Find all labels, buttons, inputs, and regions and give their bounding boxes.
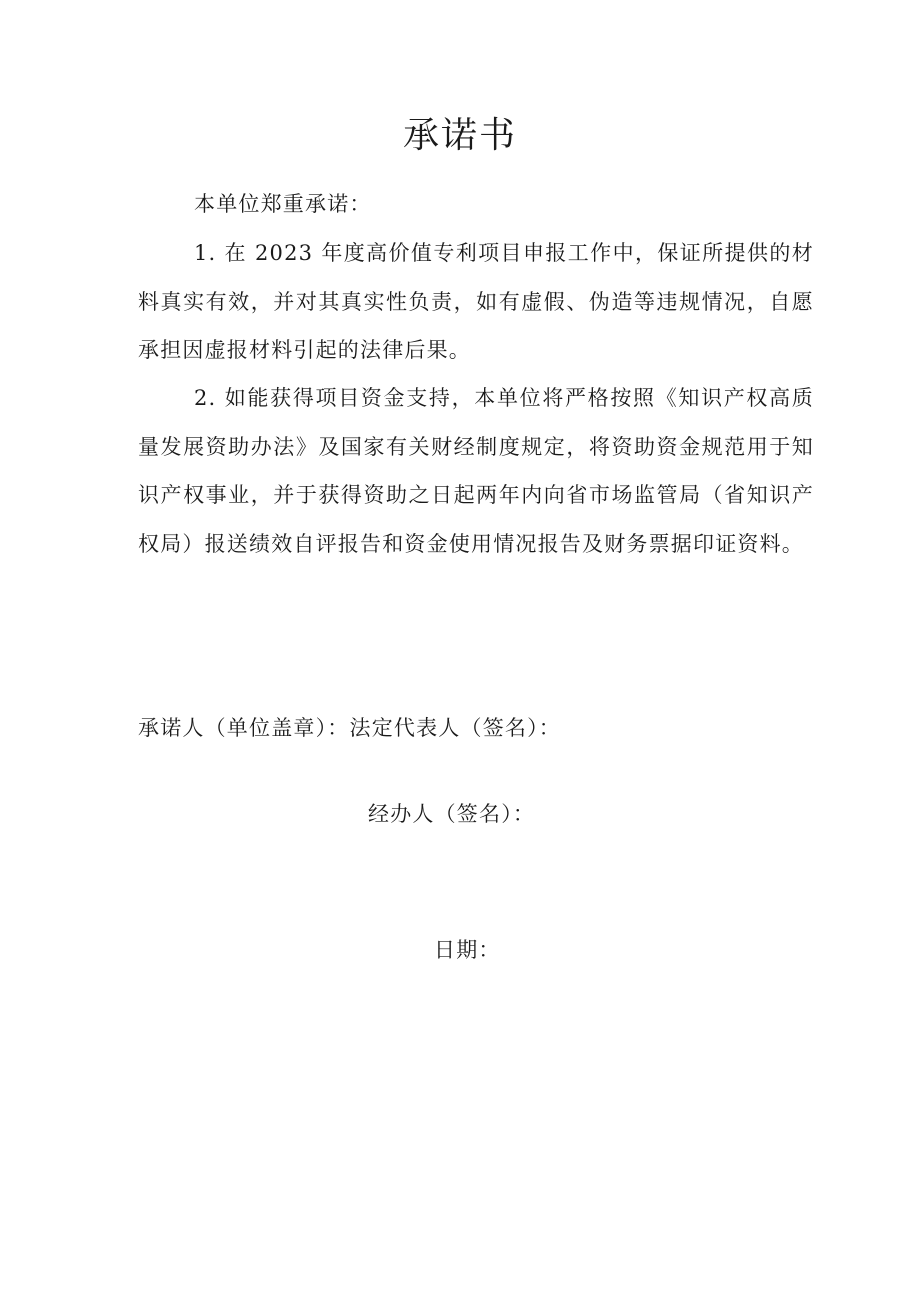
date-line: 日期： — [434, 938, 501, 962]
intro-line: 本单位郑重承诺： — [194, 192, 372, 216]
commitment-paragraph-2: 2. 如能获得项目资金支持，本单位将严格按照《知识产权高质量发展资助办法》及国家有关财经制度规定，将资助资金规范用于知识产权事业，并于获得资助之日起两年内向省市场监管局（省知识产权局）报送绩效自评报告和资金使用情况报告及财务票据印证资料。 — [138, 386, 814, 556]
handler-signature-line: 经办人（签名）： — [368, 802, 536, 826]
promisor-signature-line: 承诺人（单位盖章）：法定代表人（签名）： — [138, 716, 561, 740]
commitment-paragraph-1: 1. 在 2023 年度高价值专利项目申报工作中，保证所提供的材料真实有效，并对其真实性负责，如有虚假、伪造等违规情况，自愿承担因虚报材料引起的法律后果。 — [138, 241, 814, 362]
document-title: 承诺书 — [402, 115, 517, 156]
